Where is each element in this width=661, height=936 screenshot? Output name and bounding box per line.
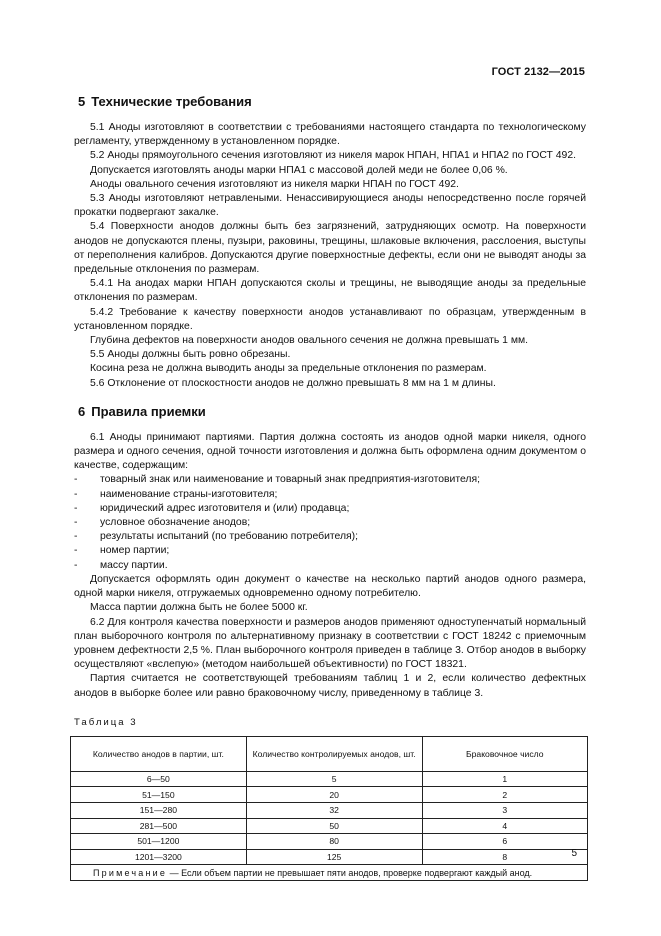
paragraph: Косина реза не должна выводить аноды за предельные отклонения по размерам. xyxy=(90,363,487,375)
table-row xyxy=(71,787,588,803)
section-title: Правила приемки xyxy=(91,403,206,419)
section-number: 5 xyxy=(78,94,86,109)
list-item: - номер партии; xyxy=(74,545,170,557)
table-cell: 4 xyxy=(422,818,587,834)
table-cell: 125 xyxy=(246,849,422,865)
section-number: 6 xyxy=(78,403,86,419)
table-label: Таблица 3 xyxy=(74,716,138,728)
sampling-plan-table xyxy=(70,736,588,882)
paragraph-5-4-1: 5.4.1 На анодах марки НПАН допускаются сколы и трещины, не выводящие аноды за предельные отклонения по размерам. xyxy=(74,278,586,304)
table-cell: 51—150 xyxy=(71,787,247,803)
table-cell: 1 xyxy=(422,771,587,787)
paragraph-6-1: 6.1 Аноды принимают партиями. Партия должна состоять из анодов одной марки никеля, одного размера и одного сечения, одной точности изготовления и должна быть оформлена одним документом о качестве, содержащим: xyxy=(74,431,586,472)
table-row xyxy=(71,834,588,850)
page-content xyxy=(74,92,586,881)
table-cell: 501—1200 xyxy=(71,834,247,850)
list-item: - результаты испытаний (по требованию потребителя); xyxy=(74,531,358,543)
section-title: Технические требования xyxy=(91,94,252,109)
paragraph-5-4-2: 5.4.2 Требование к качеству поверхности анодов устанавливают по образцам, утвержденным в установленном порядке. xyxy=(74,306,586,332)
table-note xyxy=(71,865,588,881)
paragraph-5-1: 5.1 Аноды изготовляют в соответствии с требованиями настоящего стандарта по технологическому регламенту, утвержденному в установленном порядке. xyxy=(74,122,586,148)
table-cell: 3 xyxy=(422,802,587,818)
page-number: 5 xyxy=(571,848,577,859)
paragraph: Аноды овального сечения изготовляют из никеля марки НПАН по ГОСТ 492. xyxy=(90,178,459,190)
paragraph-5-3: 5.3 Аноды изготовляют нетравлеными. Ненассивирующиеся аноды непосредственно после горячей прокатки подвергают закалке. xyxy=(74,193,586,219)
table-cell: 6—50 xyxy=(71,771,247,787)
paragraph: Глубина дефектов на поверхности анодов овального сечения не должна превышать 1 мм. xyxy=(90,335,529,347)
document-code: ГОСТ 2132—2015 xyxy=(491,66,585,78)
column-header: Количество контролируемых анодов, шт. xyxy=(246,736,422,771)
list-item: - товарный знак или наименование и товарный знак предприятия-изготовителя; xyxy=(74,474,480,486)
column-header: Браковочное число xyxy=(422,736,587,771)
paragraph: Допускается изготовлять аноды марки НПА1 с массовой долей меди не более 0,06 %. xyxy=(90,164,508,176)
column-header: Количество анодов в партии, шт. xyxy=(71,736,247,771)
table-cell: 50 xyxy=(246,818,422,834)
paragraph-5-2: 5.2 Аноды прямоугольного сечения изготовляют из никеля марок НПАН, НПА1 и НПА2 по ГОСТ 492. xyxy=(90,150,576,162)
table-cell: 5 xyxy=(246,771,422,787)
table-cell: 1201—3200 xyxy=(71,849,247,865)
table-cell: 8 xyxy=(422,849,587,865)
table-row xyxy=(71,818,588,834)
paragraph: Масса партии должна быть не более 5000 кг. xyxy=(90,602,308,614)
table-cell: 151—280 xyxy=(71,802,247,818)
table-cell: 2 xyxy=(422,787,587,803)
table-cell: 6 xyxy=(422,834,587,850)
paragraph-5-6: 5.6 Отклонение от плоскостности анодов не должно превышать 8 мм на 1 м длины. xyxy=(90,377,496,389)
table-row xyxy=(71,771,588,787)
quality-document-list xyxy=(74,473,586,572)
table-cell: 32 xyxy=(246,802,422,818)
paragraph-6-2: 6.2 Для контроля качества поверхности и размеров анодов применяют одноступенчатый нормальный план выборочного контроля по альтернативному признаку в соответствии с ГОСТ 18242 с приемочным уровнем дефектности 2,5 %. План выборочного контроля приведен в таблице 3. Отбор анодов в выборку осуществляют «вслепую» (методом наибольшей объективности) по ГОСТ 18321. xyxy=(74,616,586,671)
section-6-heading xyxy=(74,402,586,422)
paragraph-5-4: 5.4 Поверхности анодов должны быть без загрязнений, затрудняющих осмотр. На поверхности анодов не допускаются плены, пузыри, раковины, трещины, шлаковые включения, расслоения, выступы от переполнения калибров. Допускаются другие поверхностные дефекты, если они не выводят аноды за предельные отклонения по размерам. xyxy=(74,221,586,276)
table-cell: 80 xyxy=(246,834,422,850)
table-cell: 281—500 xyxy=(71,818,247,834)
table-row xyxy=(71,802,588,818)
table-note-row xyxy=(71,865,588,881)
section-5-heading xyxy=(74,92,586,112)
table-cell: 20 xyxy=(246,787,422,803)
paragraph: Допускается оформлять один документ о качестве на несколько партий анодов одного размера, одной марки никеля, отгружаемых одновременно одному потребителю. xyxy=(74,573,586,600)
paragraph-5-5: 5.5 Аноды должны быть ровно обрезаны. xyxy=(90,349,291,361)
note-text: — Если объем партии не превышает пяти анодов, проверке подвергают каждый анод. xyxy=(167,867,533,878)
list-item: - массу партии. xyxy=(74,559,168,571)
list-item: - условное обозначение анодов; xyxy=(74,517,251,529)
note-label: Примечание xyxy=(93,867,168,878)
table-row xyxy=(71,849,588,865)
paragraph: Партия считается не соответствующей требованиям таблиц 1 и 2, если количество дефектных анодов в выборке более или равно браковочному числу, приведенному в таблице 3. xyxy=(74,673,586,699)
table-header-row xyxy=(71,736,588,771)
list-item: - юридический адрес изготовителя и (или) продавца; xyxy=(74,502,350,514)
list-item: - наименование страны-изготовителя; xyxy=(74,488,278,500)
